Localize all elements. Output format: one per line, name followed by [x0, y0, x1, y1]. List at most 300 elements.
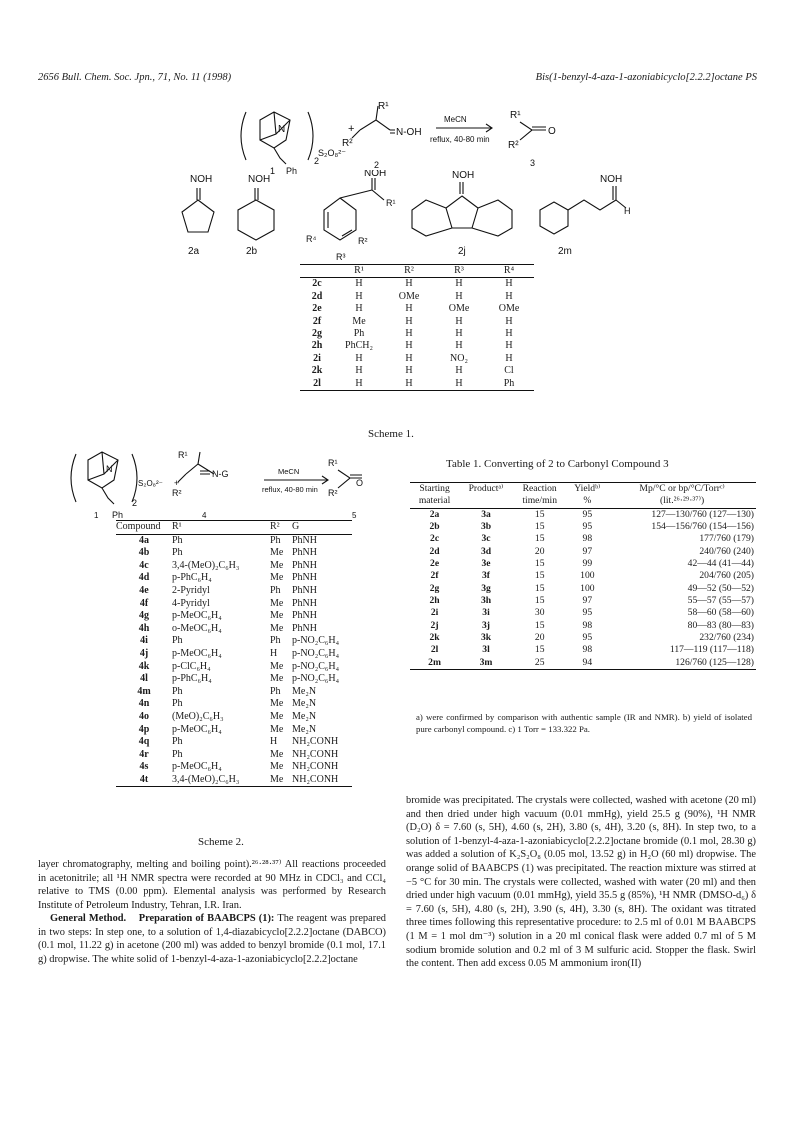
- scheme2-table-row: [116, 623, 352, 636]
- scheme1-table-cell: H: [355, 290, 363, 302]
- table1-cell: 2j: [430, 619, 439, 631]
- scheme2-table-cell: p-MeOC₆H₄: [172, 761, 222, 773]
- table1-cell: 154—156/760 (154—156): [651, 521, 754, 533]
- scheme2-label-1: 1: [94, 511, 99, 520]
- t1-h2-3: %: [583, 495, 592, 507]
- scheme1-conditions: reflux, 40-80 min: [430, 135, 490, 144]
- scheme2-ph: Ph: [112, 510, 124, 520]
- scheme1-table-cell: OMe: [448, 303, 470, 315]
- scheme2-table-cell: 4e: [139, 584, 149, 596]
- s2-h1: R¹: [172, 521, 182, 532]
- scheme2-table-cell: Me: [270, 723, 284, 735]
- scheme2-label-5: 5: [352, 511, 357, 520]
- table1-row: [410, 558, 756, 570]
- scheme1-s2o8: S₂O₈²⁻: [318, 148, 346, 158]
- scheme2-conditions: reflux, 40-80 min: [262, 485, 318, 494]
- scheme2-prod-o: O: [356, 478, 364, 488]
- scheme2-table-row: [116, 761, 352, 774]
- scheme2-table-cell: Ph: [172, 635, 183, 647]
- table1-cell: 15: [534, 521, 545, 533]
- scheme2-table-cell: Ph: [172, 534, 183, 546]
- scheme2-table-row: [116, 673, 352, 686]
- table1-cell: 15: [534, 619, 545, 631]
- scheme1-table-row: [300, 340, 534, 352]
- section-heading-prep: Preparation of BAABCPS (1):: [138, 913, 275, 924]
- scheme2-s2o8: S₂O₈²⁻: [138, 479, 163, 488]
- table1-cell: 95: [582, 632, 593, 644]
- scheme1-table-row: [300, 378, 534, 391]
- table1-cell: 97: [582, 545, 593, 557]
- scheme2-table-cell: Me: [270, 673, 284, 685]
- scheme2-table-cell: p-NO₂C₆H₄: [292, 660, 340, 672]
- table1-row: [410, 570, 756, 582]
- scheme2-table-cell: 4d: [138, 572, 150, 584]
- label-2m: 2m: [558, 246, 572, 257]
- scheme2-table-row: [116, 572, 352, 585]
- scheme1-plus: +: [348, 123, 355, 135]
- table1-row: [410, 632, 756, 644]
- table1-row: [410, 533, 756, 545]
- scheme2-n: N: [106, 464, 113, 474]
- table1-head-row1: [410, 483, 756, 496]
- scheme1-table-cell: 2i: [313, 352, 321, 364]
- s1-h2: R²: [404, 265, 414, 276]
- section-heading-general: General Method.: [50, 913, 127, 924]
- table1-cell: 2b: [429, 521, 440, 533]
- scheme1-table-row: [300, 316, 534, 328]
- scheme1-table-cell: Me: [352, 315, 366, 327]
- scheme2-table-row: [116, 585, 352, 598]
- scheme2-table-cell: p-MeOC₆H₄: [172, 610, 222, 622]
- scheme1-table-cell: H: [405, 328, 413, 340]
- scheme2-table-body: [116, 534, 352, 787]
- scheme1-table-cell: NO₂: [450, 352, 468, 364]
- scheme1-table-cell: H: [455, 365, 463, 377]
- scheme2-table-row: [116, 635, 352, 648]
- table1-cell: 98: [582, 619, 593, 631]
- scheme2-table-cell: Me: [270, 660, 284, 672]
- scheme1-table-cell: 2l: [313, 377, 321, 389]
- t1-h2-0: material: [418, 495, 451, 507]
- scheme1-table-cell: H: [355, 303, 363, 315]
- scheme2-table-cell: 4s: [139, 761, 149, 773]
- scheme2-table-cell: Ph: [270, 534, 281, 546]
- scheme2-table-cell: p-MeOC₆H₄: [172, 723, 222, 735]
- scheme1-label-1: 1: [270, 166, 276, 176]
- scheme1-table-row: [300, 291, 534, 303]
- table1-cell: 49—52 (50—52): [687, 582, 754, 594]
- table1-cell: 2c: [430, 533, 440, 545]
- scheme2-table-cell: Me: [270, 572, 284, 584]
- scheme2-table-cell: 3,4-(MeO)₂C₆H₃: [172, 773, 240, 785]
- table1-cell: 3b: [480, 521, 492, 533]
- scheme2-ng: N-G: [212, 469, 229, 479]
- table1-row: [410, 607, 756, 619]
- scheme1-table-cell: H: [355, 352, 363, 364]
- scheme1-label-2: 2: [374, 160, 380, 170]
- scheme1-prod-r1: R¹: [510, 110, 521, 121]
- table1-cell: 100: [580, 582, 595, 594]
- table1-row: [410, 583, 756, 595]
- scheme1-prod-r2: R²: [508, 140, 519, 151]
- scheme1-caption: Scheme 1.: [368, 428, 414, 440]
- table1-cell: 15: [534, 533, 545, 545]
- scheme2-table-cell: Me: [270, 547, 284, 559]
- scheme1-substrates: [160, 170, 630, 270]
- scheme2-table-row: [116, 686, 352, 699]
- table1-cell: 15: [534, 582, 545, 594]
- scheme1-table-cell: PhCH₂: [345, 340, 373, 352]
- scheme2-table-cell: Ph: [172, 685, 183, 697]
- scheme2-table-row: [116, 610, 352, 623]
- s1-h4: R⁴: [503, 265, 515, 276]
- scheme1-table-cell: 2e: [312, 303, 322, 315]
- oxime-aryl-noh: NOH: [364, 170, 387, 179]
- scheme2-table: [116, 520, 352, 787]
- scheme2-table-cell: Me: [270, 610, 284, 622]
- table1-cell: 3f: [482, 570, 490, 582]
- scheme1-table-cell: 2h: [311, 340, 323, 352]
- table1-cell: 94: [582, 656, 593, 668]
- table1-cell: 15: [534, 508, 545, 520]
- table1-cell: 2g: [429, 582, 440, 594]
- table1-footnote: a) were confirmed by comparison with authentic sample (IR and NMR). b) yield of isolated pure carbonyl compound. c) 1 Torr = 133.322 Pa.: [416, 712, 752, 734]
- scheme1-label-3: 3: [530, 158, 536, 168]
- scheme2-table-row: [116, 547, 352, 560]
- s2-h2: R²: [270, 521, 280, 532]
- scheme1-table-row: [300, 353, 534, 365]
- table1-cell: 15: [534, 644, 545, 656]
- scheme1-table-cell: H: [405, 303, 413, 315]
- scheme2-table-cell: PhNH: [292, 547, 318, 559]
- scheme2-table-cell: 4l: [140, 673, 148, 685]
- scheme1-n1: N: [278, 124, 286, 135]
- scheme2-table-cell: 2-Pyridyl: [172, 584, 210, 596]
- body-left-paragraph-1: layer chromatography, melting and boiling point).²⁶·²⁸·³⁷⁾ All reactions proceeded in acetonitrile; all ¹H NMR spectra were recorded at 90 MHz in CDCl₃ and CCl₄ relative to TMS (0.00 ppm). Elemental analysis was performed by Research Institute of Petroleum Industry, Tehran, I.R. Iran.: [38, 859, 386, 911]
- scheme1-table: [300, 264, 534, 391]
- scheme1-table-cell: 2k: [311, 365, 323, 377]
- scheme2-table-cell: Ph: [172, 698, 183, 710]
- scheme2-table-cell: p-ClC₆H₄: [172, 660, 211, 672]
- scheme2-table-cell: NH₂CONH: [292, 736, 339, 748]
- scheme2-table-cell: PhNH: [292, 572, 318, 584]
- scheme1-table-cell: H: [455, 315, 463, 327]
- label-2b: 2b: [246, 246, 258, 257]
- oxime-2m-h: H: [624, 206, 630, 216]
- oxime-2a-noh: NOH: [190, 174, 213, 185]
- scheme2-table-cell: Me: [270, 622, 284, 634]
- t1-h1-0: Starting: [419, 483, 450, 494]
- scheme1-table-body: [300, 278, 534, 391]
- scheme2-table-cell: NH₂CONH: [292, 748, 339, 760]
- scheme2-table-cell: Ph: [270, 584, 281, 596]
- body-left-p2-text: The reagent was prepared in two steps: In step one, to a solution of 1,4-diazabicyclo[2.2.2]octane (DABCO) (0.1 mol, 11.22 g) in acetone (200 ml) was added to benzyl bromide (0.1 mol, 17.1 g) dropwise. The white solid of 1-benzyl-4-aza-1-azoniabicyclo[2.2.2]octane: [38, 913, 387, 965]
- scheme2-table-cell: o-MeOC₆H₄: [172, 622, 222, 634]
- table1-cell: 2h: [429, 595, 440, 607]
- table1-cell: 99: [582, 558, 593, 570]
- scheme1-table-cell: H: [505, 315, 513, 327]
- scheme2-table-row: [116, 698, 352, 711]
- scheme2-table-cell: 4i: [140, 635, 148, 647]
- table1-cell: 2m: [428, 656, 441, 668]
- scheme2-table-cell: 4k: [138, 660, 150, 672]
- scheme1-table-cell: H: [455, 290, 463, 302]
- t1-h1-2: Reaction: [522, 483, 557, 494]
- scheme2-table-cell: 4o: [139, 710, 149, 722]
- scheme1-table-cell: H: [405, 315, 413, 327]
- scheme1-reagent: MeCN: [444, 115, 467, 124]
- oxime-2m-noh: NOH: [600, 174, 623, 185]
- scheme1-table-cell: H: [455, 340, 463, 352]
- table1-cell: 2f: [430, 570, 439, 582]
- table1-cell: 2k: [429, 632, 440, 644]
- scheme2-table-cell: Ph: [172, 736, 183, 748]
- scheme2-table-cell: p-PhC₆H₄: [172, 673, 212, 685]
- scheme2-table-cell: 4b: [138, 547, 150, 559]
- scheme2-r2: R²: [172, 488, 182, 498]
- oxime-aryl-r4: R⁴: [306, 234, 317, 244]
- scheme2-table-cell: PhNH: [292, 622, 318, 634]
- scheme2-table-row: [116, 534, 352, 547]
- running-header-right: Bis(1-benzyl-4-aza-1-azoniabicyclo[2.2.2]octane PS: [535, 72, 757, 83]
- scheme1-prod-o: O: [548, 126, 556, 137]
- table1-cell: 2l: [430, 644, 439, 656]
- table1-cell: 58—60 (58—60): [687, 607, 754, 619]
- scheme1-r1: R¹: [378, 101, 389, 112]
- table1-cell: 98: [582, 533, 593, 545]
- scheme1-table-cell: H: [405, 377, 413, 389]
- scheme2-table-row: [116, 749, 352, 762]
- running-header-left: 2656 Bull. Chem. Soc. Jpn., 71, No. 11 (1998): [38, 72, 232, 83]
- table1-cell: 117—119 (117—118): [669, 644, 754, 656]
- oxime-aryl-r3: R³: [336, 252, 346, 262]
- scheme1-table-cell: H: [455, 328, 463, 340]
- table1-cell: 20: [534, 545, 545, 557]
- scheme2-table-cell: p-MeOC₆H₄: [172, 647, 222, 659]
- oxime-aryl-r2: R²: [358, 236, 368, 246]
- scheme1-ph: Ph: [286, 166, 298, 176]
- scheme2-table-cell: PhNH: [292, 597, 318, 609]
- scheme2-table-cell: Me₂N: [292, 685, 317, 697]
- scheme1-table-row: [300, 328, 534, 340]
- scheme2-table-cell: (MeO)₂C₆H₃: [172, 710, 224, 722]
- scheme2-table-cell: PhNH: [292, 559, 318, 571]
- scheme1-table-row: [300, 365, 534, 377]
- scheme2-structures: [66, 446, 366, 524]
- scheme1-table-cell: H: [405, 340, 413, 352]
- scheme2-table-cell: Ph: [270, 635, 281, 647]
- scheme2-table-cell: 4n: [138, 698, 150, 710]
- s2-h3: G: [292, 521, 300, 532]
- table1-cell: 15: [534, 558, 545, 570]
- scheme2-table-cell: p-NO₂C₆H₄: [292, 673, 340, 685]
- table1-row: [410, 521, 756, 533]
- table1-cell: 2i: [430, 607, 439, 619]
- scheme2-table-row: [116, 648, 352, 661]
- scheme1-table-cell: Cl: [504, 365, 514, 377]
- scheme2-table-cell: 4j: [139, 647, 149, 659]
- table1-cell: 3h: [480, 595, 492, 607]
- t1-h2-1: [459, 495, 513, 508]
- scheme1-table-cell: H: [505, 352, 513, 364]
- oxime-2b-noh: NOH: [248, 174, 271, 185]
- table1-cell: 95: [582, 508, 593, 520]
- table1-cell: 3d: [480, 545, 492, 557]
- table1-cell: 55—57 (55—57): [687, 595, 754, 607]
- scheme2-table-cell: p-NO₂C₆H₄: [292, 647, 340, 659]
- scheme2-table-cell: NH₂CONH: [292, 773, 339, 785]
- scheme1-table-cell: H: [505, 340, 513, 352]
- t1-h2-2: time/min: [522, 495, 558, 507]
- scheme1-table-cell: 2g: [312, 328, 322, 340]
- table1-row: [410, 595, 756, 607]
- scheme2-table-cell: Me₂N: [292, 723, 317, 735]
- table1-cell: 3k: [480, 632, 492, 644]
- scheme2-table-cell: PhNH: [292, 610, 318, 622]
- table1-cell: 2a: [429, 508, 440, 520]
- scheme2-table-cell: p-NO₂C₆H₄: [292, 635, 340, 647]
- table1-cell: 204/760 (205): [699, 570, 754, 582]
- table1-cell: 30: [534, 607, 545, 619]
- scheme2-caption: Scheme 2.: [198, 836, 244, 848]
- table1-row: [410, 620, 756, 632]
- scheme1-table-row: [300, 278, 534, 291]
- table1-cell: 25: [534, 656, 545, 668]
- s1-h1: R¹: [354, 265, 364, 276]
- scheme2-table-row: [116, 598, 352, 611]
- scheme2-table-cell: Me: [270, 597, 284, 609]
- scheme2-table-cell: NH₂CONH: [292, 761, 339, 773]
- table1-row: [410, 657, 756, 670]
- table1-row: [410, 644, 756, 656]
- scheme2-r1: R¹: [178, 450, 188, 460]
- scheme1-table-cell: H: [505, 278, 513, 290]
- body-left-paragraph-2: [38, 912, 386, 966]
- table1-cell: 127—130/760 (127—130): [651, 508, 754, 520]
- scheme1-table-row: [300, 303, 534, 315]
- table1-row: [410, 508, 756, 521]
- scheme2-table-cell: H: [270, 736, 278, 748]
- table1-cell: 100: [580, 570, 595, 582]
- scheme1-r2: R²: [342, 138, 353, 149]
- scheme2-table-cell: 3,4-(MeO)₂C₆H₃: [172, 559, 240, 571]
- table1-cell: 3m: [479, 656, 493, 668]
- scheme2-svg: [66, 446, 366, 524]
- scheme1-table-cell: 2c: [312, 278, 322, 290]
- scheme2-table-cell: p-PhC₆H₄: [172, 572, 212, 584]
- table1-cell: 42—44 (41—44): [687, 558, 754, 570]
- scheme1-table-cell: Ph: [353, 328, 365, 340]
- scheme1-table-header: [300, 265, 534, 278]
- scheme2-table-cell: 4c: [139, 559, 149, 571]
- table1-cell: 3j: [482, 619, 490, 631]
- scheme2-table-row: [116, 711, 352, 724]
- scheme2-table-cell: PhNH: [292, 534, 318, 546]
- scheme2-table-cell: 4p: [138, 723, 150, 735]
- scheme1-table-cell: 2d: [311, 290, 323, 302]
- t1-h1-4: Mp/°C or bp/°C/Torrᶜ⁾: [639, 483, 725, 494]
- table1-cell: 3g: [481, 582, 491, 594]
- scheme1-table-cell: OMe: [398, 290, 420, 302]
- table1-cell: 2d: [429, 545, 440, 557]
- scheme1-table-cell: OMe: [498, 303, 520, 315]
- table1-cell: 3a: [481, 508, 491, 520]
- body-right-paragraph: bromide was precipitated. The crystals were collected, washed with acetone (20 ml) and then dried under high vacuum (0.01 mmHg), yield 25.5 g (90%), ¹H NMR (D₂O) δ = 7.60 (s, 5H), 4.60 (s, 2H), 3.80 (s, 4H), 3.20 (s, 8H). In step two, to a solution of 1-benzyl-4-aza-1-azoniabicyclo[2.2.2]octane bromide (0.1 mol, 28.30 g) was added a solution of K₂S₂O₈ (0.05 mol, 13.52 g) in H₂O (60 ml) dropwise. The orange solid of BAABCPS (1) was precipitated. The reaction mixture was stirred at −5 °C for 30 min. The crystals were collected, washed with water (20 ml) and then dried under high vacuum (0.01 mmHg), yield 35.5 g (85%), ¹H NMR (DMSO-d₆) δ = 7.60 (s, 5H), 4.80 (s, 2H), 3.90 (s, 4H), 3.30 (s, 8H). The oxidant was titrated three times following this representative procedure: to 2.5 ml of 0.01 M BAABCPS (1 M = 1 mol dm⁻³) solution in a 20 ml conical flask were added 0.7 ml of 5 M sodium bromide solution and 0.2 ml of 3 M sulfuric acid. Stopper the flask. Swirl the content. Then add excess 0.05 M ammonium iron(II): [406, 795, 756, 970]
- scheme2-table-cell: Me₂N: [292, 698, 317, 710]
- scheme1-table-cell: H: [405, 352, 413, 364]
- t1-h1-1: Productᵃ⁾: [468, 483, 504, 494]
- label-2j: 2j: [458, 246, 466, 257]
- scheme1-two-sub: 2: [314, 156, 320, 166]
- scheme2-table-cell: Me₂N: [292, 710, 317, 722]
- table1-cell: 80—83 (80—83): [687, 619, 754, 631]
- scheme2-two-sub: 2: [132, 498, 138, 508]
- scheme2-table-cell: PhNH: [292, 584, 318, 596]
- scheme2-table-row: [116, 774, 352, 787]
- scheme1-table-cell: H: [405, 365, 413, 377]
- table1-cell: 97: [582, 595, 593, 607]
- scheme2-table-cell: 4m: [137, 685, 151, 697]
- table1-cell: 20: [534, 632, 545, 644]
- s1-h0: [300, 265, 334, 278]
- scheme1-table-cell: H: [405, 278, 413, 290]
- scheme2-table-cell: 4r: [139, 748, 149, 760]
- scheme2-table-cell: Me: [270, 710, 284, 722]
- table1-cell: 15: [534, 595, 545, 607]
- scheme2-table-cell: Me: [270, 559, 284, 571]
- scheme2-table-cell: 4g: [139, 610, 149, 622]
- table1-cell: 15: [534, 570, 545, 582]
- t1-h2-4: (lit.²⁶·²⁹·³⁷⁾): [660, 495, 705, 507]
- scheme1-table-cell: Ph: [503, 377, 515, 389]
- scheme2-table-cell: Me: [270, 698, 284, 710]
- table1-cell: 126/760 (125—128): [675, 656, 754, 668]
- s2-h0: Compound: [116, 521, 161, 532]
- scheme2-table-cell: Me: [270, 748, 284, 760]
- scheme2-table-row: [116, 560, 352, 573]
- scheme2-table-cell: 4f: [139, 597, 149, 609]
- scheme2-table-row: [116, 724, 352, 737]
- scheme2-table-cell: Me: [270, 773, 284, 785]
- table1-caption: Table 1. Converting of 2 to Carbonyl Compound 3: [446, 458, 669, 470]
- label-2a: 2a: [188, 246, 200, 257]
- t1-h1-3: Yieldᵇ⁾: [574, 483, 601, 494]
- s1-h3: R³: [454, 265, 464, 276]
- table1-body: [410, 508, 756, 669]
- oxime-aryl-r1: R¹: [386, 198, 396, 208]
- scheme2-table-cell: Ph: [172, 748, 183, 760]
- table1-head-row2: [410, 495, 756, 508]
- scheme2-table-row: [116, 736, 352, 749]
- table1-cell: 3e: [481, 558, 491, 570]
- scheme1-table-cell: H: [355, 377, 363, 389]
- scheme2-label-4: 4: [202, 511, 207, 520]
- table1-cell: 240/760 (240): [699, 545, 754, 557]
- scheme2-prod-r2: R²: [328, 488, 338, 498]
- scheme2-table-cell: 4q: [138, 736, 150, 748]
- table1-cell: 95: [582, 521, 593, 533]
- scheme2-plus: +: [174, 478, 180, 488]
- substrates-svg: [160, 170, 630, 270]
- scheme2-table-cell: Me: [270, 761, 284, 773]
- scheme1-table-cell: H: [355, 365, 363, 377]
- table1-cell: 232/760 (234): [699, 632, 754, 644]
- table1-cell: 3i: [482, 607, 490, 619]
- table1-cell: 3c: [481, 533, 491, 545]
- scheme2-table-cell: Ph: [270, 685, 281, 697]
- scheme2-table-cell: Ph: [172, 547, 183, 559]
- scheme2-table-cell: H: [270, 647, 278, 659]
